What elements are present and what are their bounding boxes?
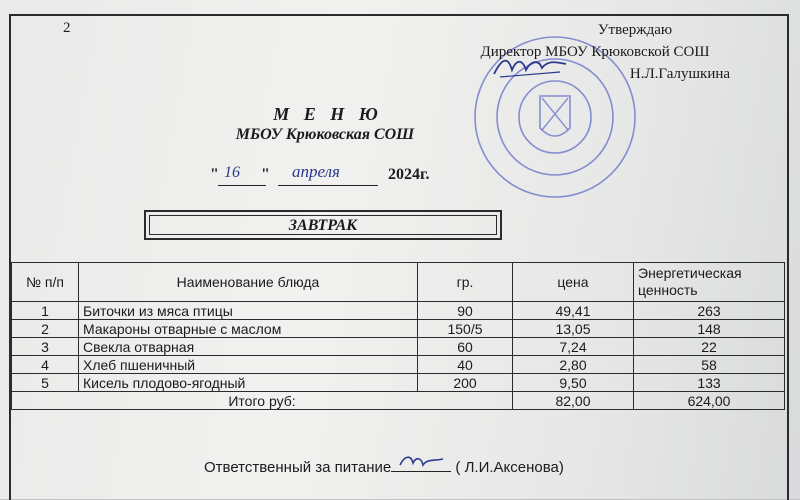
meal-title: ЗАВТРАК [149, 215, 497, 235]
date-day: 16 [224, 164, 240, 181]
row-price: 7,24 [513, 338, 634, 356]
row-dish: Кисель плодово-ягодный [79, 374, 418, 392]
approval-block [430, 19, 760, 85]
date-month: апреля [292, 162, 340, 181]
row-price: 9,50 [513, 374, 634, 392]
row-number: 5 [12, 374, 79, 392]
table-row [12, 338, 785, 356]
page-frame [9, 14, 789, 500]
responsible-signature-line [391, 459, 451, 472]
table-row [12, 320, 785, 338]
school-name: МБОУ Крюковская СОШ [235, 126, 415, 143]
row-dish: Хлеб пшеничный [79, 356, 418, 374]
approver-position: Директор МБОУ Крюковской СОШ [480, 44, 710, 60]
responsible-label: Ответственный за питание [204, 459, 392, 476]
row-number: 1 [12, 302, 79, 320]
header-price: цена [513, 263, 634, 302]
row-dish: Свекла отварная [79, 338, 418, 356]
date-day-underline [218, 185, 266, 186]
page-number: 2 [63, 20, 71, 36]
row-energy: 58 [634, 356, 785, 374]
row-grams: 200 [418, 374, 513, 392]
row-number: 3 [12, 338, 79, 356]
menu-date [206, 162, 466, 188]
table-header-row [12, 263, 785, 302]
responsible-name: ( Л.И.Аксенова) [455, 459, 564, 476]
header-grams: гр. [418, 263, 513, 302]
menu-title: М Е Н Ю [273, 104, 383, 124]
responsible-person [204, 459, 564, 476]
row-grams: 60 [418, 338, 513, 356]
row-grams: 150/5 [418, 320, 513, 338]
table-row [12, 374, 785, 392]
row-price: 49,41 [513, 302, 634, 320]
row-energy: 148 [634, 320, 785, 338]
header-number: № п/п [12, 263, 79, 302]
date-quote-open: " [210, 166, 219, 183]
date-month-underline [278, 185, 378, 186]
table-total-row [12, 392, 785, 410]
row-price: 2,80 [513, 356, 634, 374]
row-dish: Макароны отварные с маслом [79, 320, 418, 338]
total-label: Итого руб: [12, 392, 513, 410]
row-energy: 263 [634, 302, 785, 320]
date-year: 2024г. [388, 166, 430, 183]
header-energy: Энергетическая ценность [634, 263, 785, 302]
row-price: 13,05 [513, 320, 634, 338]
approve-label: Утверждаю [597, 22, 673, 38]
total-price: 82,00 [513, 392, 634, 410]
total-energy: 624,00 [634, 392, 785, 410]
table-row [12, 302, 785, 320]
row-number: 2 [12, 320, 79, 338]
row-energy: 133 [634, 374, 785, 392]
date-quote-close: " [261, 166, 270, 183]
row-number: 4 [12, 356, 79, 374]
row-dish: Биточки из мяса птицы [79, 302, 418, 320]
responsible-signature [397, 453, 447, 471]
row-grams: 40 [418, 356, 513, 374]
table-row [12, 356, 785, 374]
row-energy: 22 [634, 338, 785, 356]
menu-table [11, 262, 785, 410]
header-dish: Наименование блюда [79, 263, 418, 302]
approver-name: Н.Л.Галушкина [629, 66, 731, 82]
row-grams: 90 [418, 302, 513, 320]
meal-box [144, 210, 502, 240]
director-signature [490, 52, 570, 82]
